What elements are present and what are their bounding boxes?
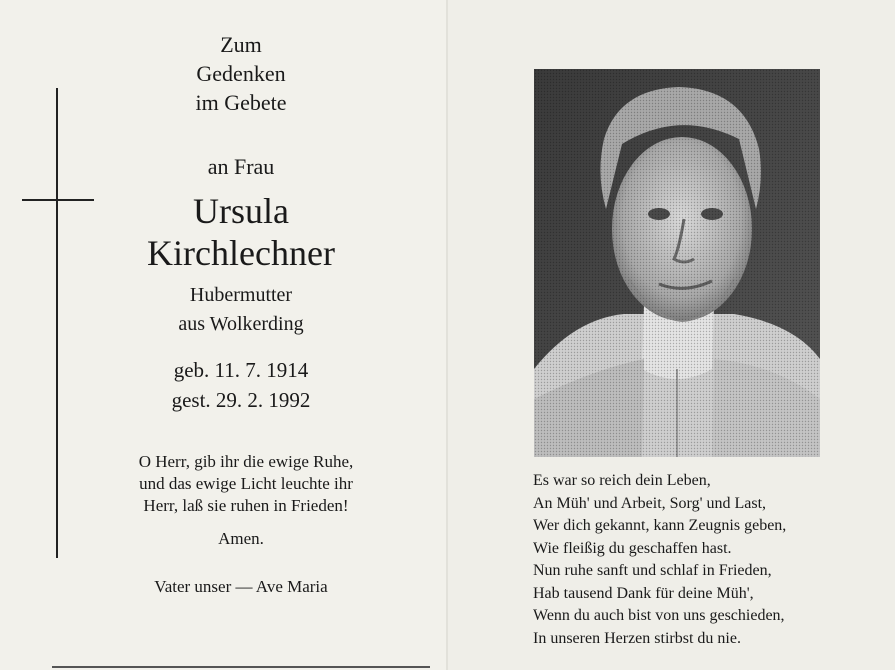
poem-line: Nun ruhe sanft und schlaf in Frieden, bbox=[533, 562, 772, 579]
heading-line: Gedenken bbox=[196, 61, 286, 86]
description bbox=[91, 281, 391, 339]
poem-line: Hab tausend Dank für deine Müh', bbox=[533, 584, 754, 602]
description-line: aus Wolkerding bbox=[178, 313, 304, 335]
poem-line: Es war so reich dein Leben, bbox=[533, 472, 711, 489]
prayer bbox=[101, 451, 391, 517]
closing-prayer: Vater unser — Ave Maria bbox=[154, 577, 328, 596]
divider bbox=[52, 666, 430, 668]
cross-icon-bar bbox=[22, 199, 94, 201]
heading bbox=[91, 30, 391, 117]
poem-line: Wie fleißig du geschaffen hast. bbox=[533, 539, 732, 557]
death-date: gest. 29. 2. 1992 bbox=[171, 388, 311, 412]
heading-line: Zum bbox=[220, 32, 262, 57]
cross-icon bbox=[56, 88, 58, 558]
birth-date: geb. 11. 7. 1914 bbox=[173, 358, 309, 382]
prayer-line: und das ewige Licht leuchte ihr bbox=[139, 474, 353, 493]
poem-line: In unseren Herzen stirbst du nie. bbox=[533, 629, 741, 647]
memorial-poem bbox=[533, 470, 853, 650]
prayer-line: O Herr, gib ihr die ewige Ruhe, bbox=[138, 452, 354, 471]
amen: Amen. bbox=[218, 529, 264, 548]
page-fold bbox=[446, 0, 448, 670]
salutation: an Frau bbox=[207, 154, 275, 179]
poem-line: Wenn du auch bist von uns geschieden, bbox=[533, 607, 785, 624]
description-line: Hubermutter bbox=[189, 284, 293, 306]
poem-line: An Müh' und Arbeit, Sorg' und Last, bbox=[533, 494, 767, 512]
heading-line: im Gebete bbox=[195, 90, 287, 115]
first-name: Ursula bbox=[193, 191, 289, 231]
prayer-line: Herr, laß sie ruhen in Frieden! bbox=[143, 496, 349, 515]
poem-line: Wer dich gekannt, kann Zeugnis geben, bbox=[533, 517, 787, 534]
deceased-name bbox=[91, 190, 391, 274]
portrait-photo bbox=[534, 69, 820, 457]
last-name: Kirchlechner bbox=[147, 233, 335, 273]
life-dates bbox=[91, 355, 391, 415]
